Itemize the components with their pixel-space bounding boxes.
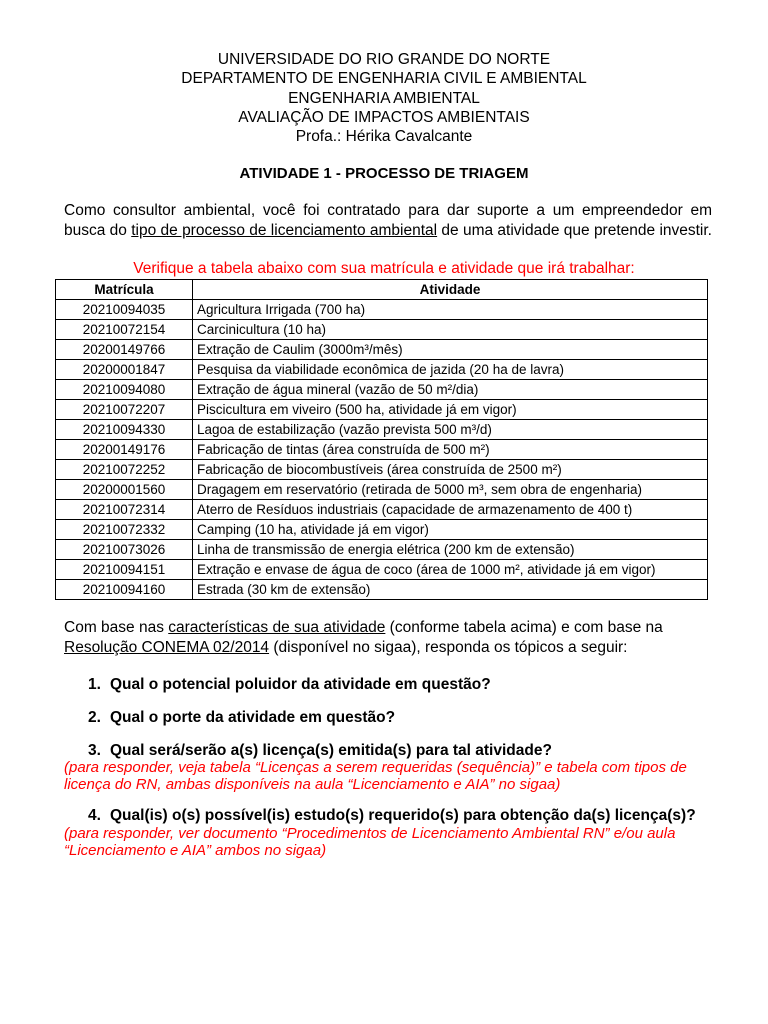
cell-atividade: Extração de água mineral (vazão de 50 m²/dia) bbox=[193, 380, 708, 400]
table-row bbox=[56, 540, 708, 560]
table-header-row bbox=[56, 280, 708, 300]
cell-matricula: 20210094330 bbox=[56, 420, 193, 440]
question-text: Qual será/serão a(s) licença(s) emitida(s) para tal atividade? bbox=[110, 742, 552, 759]
cell-matricula: 20200001560 bbox=[56, 480, 193, 500]
question-2 bbox=[88, 709, 395, 727]
table-row bbox=[56, 560, 708, 580]
intro-paragraph bbox=[64, 201, 712, 240]
activity-table bbox=[55, 279, 708, 600]
basis-text-3: (disponível no sigaa), responda os tópicos a seguir: bbox=[269, 638, 628, 656]
cell-matricula: 20210073026 bbox=[56, 540, 193, 560]
basis-paragraph bbox=[64, 618, 714, 657]
header-atividade: Atividade bbox=[193, 280, 708, 300]
basis-underlined-2: Resolução CONEMA 02/2014 bbox=[64, 638, 270, 656]
basis-underlined-1: características de sua atividade bbox=[168, 619, 386, 636]
cell-matricula: 20210072252 bbox=[56, 460, 193, 480]
discipline-name: AVALIAÇÃO DE IMPACTOS AMBIENTAIS bbox=[238, 108, 530, 126]
question-number: 1. bbox=[88, 676, 101, 693]
cell-atividade: Piscicultura em viveiro (500 ha, atividade já em vigor) bbox=[193, 400, 708, 420]
cell-matricula: 20210072314 bbox=[56, 500, 193, 520]
professor-name: Profa.: Hérika Cavalcante bbox=[295, 128, 473, 146]
cell-atividade: Extração e envase de água de coco (área de 1000 m², atividade já em vigor) bbox=[193, 560, 708, 580]
cell-atividade: Estrada (30 km de extensão) bbox=[193, 580, 708, 600]
question-number: 2. bbox=[88, 709, 101, 726]
table-row bbox=[56, 400, 708, 420]
question-text: Qual o porte da atividade em questão? bbox=[110, 709, 396, 726]
question-number: 4. bbox=[88, 807, 101, 824]
activity-title: ATIVIDADE 1 - PROCESSO DE TRIAGEM bbox=[239, 165, 529, 182]
cell-atividade: Dragagem em reservatório (retirada de 5000 m³, sem obra de engenharia) bbox=[193, 480, 708, 500]
intro-text-2: de uma atividade que pretende investir. bbox=[437, 221, 712, 239]
cell-matricula: 20210072154 bbox=[56, 320, 193, 340]
question-1 bbox=[88, 676, 491, 694]
basis-text-2: (conforme tabela acima) e com base na bbox=[385, 619, 663, 636]
cell-matricula: 20210094151 bbox=[56, 560, 193, 580]
question-text: Qual o potencial poluidor da atividade em questão? bbox=[110, 676, 491, 693]
table-row bbox=[56, 360, 708, 380]
header-matricula: Matrícula bbox=[56, 280, 193, 300]
table-row bbox=[56, 420, 708, 440]
question-text: Qual(is) o(s) possível(is) estudo(s) requerido(s) para obtenção da(s) licença(s)? bbox=[110, 807, 696, 824]
question-4-note: (para responder, ver documento “Procedimentos de Licenciamento Ambiental RN” e/ou aula “Licenciamento e AIA” ambos no sigaa) bbox=[64, 825, 676, 859]
cell-atividade: Pesquisa da viabilidade econômica de jazida (20 ha de lavra) bbox=[193, 360, 708, 380]
table-row bbox=[56, 320, 708, 340]
question-3-note: (para responder, veja tabela “Licenças a serem requeridas (sequência)” e tabela com tipos de licença do RN, ambas disponíveis na aula “Licenciamento e AIA” no sigaa) bbox=[64, 759, 687, 793]
cell-matricula: 20210072207 bbox=[56, 400, 193, 420]
intro-underlined: tipo de processo de licenciamento ambiental bbox=[131, 221, 438, 239]
cell-matricula: 20200001847 bbox=[56, 360, 193, 380]
cell-matricula: 20200149176 bbox=[56, 440, 193, 460]
cell-atividade: Linha de transmissão de energia elétrica (200 km de extensão) bbox=[193, 540, 708, 560]
table-row bbox=[56, 500, 708, 520]
cell-matricula: 20200149766 bbox=[56, 340, 193, 360]
table-row bbox=[56, 380, 708, 400]
table-row bbox=[56, 460, 708, 480]
cell-atividade: Fabricação de tintas (área construída de 500 m²) bbox=[193, 440, 708, 460]
question-3 bbox=[88, 742, 552, 760]
cell-atividade: Agricultura Irrigada (700 ha) bbox=[193, 300, 708, 320]
cell-matricula: 20210094035 bbox=[56, 300, 193, 320]
course-name: ENGENHARIA AMBIENTAL bbox=[288, 89, 480, 107]
cell-atividade: Carcinicultura (10 ha) bbox=[193, 320, 708, 340]
cell-atividade: Lagoa de estabilização (vazão prevista 500 m³/d) bbox=[193, 420, 708, 440]
university-name: UNIVERSIDADE DO RIO GRANDE DO NORTE bbox=[217, 51, 551, 68]
verify-instruction: Verifique a tabela abaixo com sua matrícula e atividade que irá trabalhar: bbox=[133, 260, 635, 277]
cell-matricula: 20210094080 bbox=[56, 380, 193, 400]
table-row bbox=[56, 340, 708, 360]
table-row bbox=[56, 520, 708, 540]
department-name: DEPARTAMENTO DE ENGENHARIA CIVIL E AMBIENTAL bbox=[181, 70, 587, 88]
table-row bbox=[56, 300, 708, 320]
cell-atividade: Aterro de Resíduos industriais (capacidade de armazenamento de 400 t) bbox=[193, 500, 708, 520]
cell-matricula: 20210072332 bbox=[56, 520, 193, 540]
table-row bbox=[56, 440, 708, 460]
cell-atividade: Camping (10 ha, atividade já em vigor) bbox=[193, 520, 708, 540]
document-header bbox=[0, 50, 768, 146]
cell-atividade: Extração de Caulim (3000m³/mês) bbox=[193, 340, 708, 360]
table-row bbox=[56, 480, 708, 500]
cell-matricula: 20210094160 bbox=[56, 580, 193, 600]
basis-text-1: Com base nas bbox=[64, 619, 169, 636]
cell-atividade: Fabricação de biocombustíveis (área construída de 2500 m²) bbox=[193, 460, 708, 480]
table-row bbox=[56, 580, 708, 600]
question-4 bbox=[88, 807, 696, 825]
intro-text-1: Como consultor ambiental, você foi contratado para dar suporte a um empreendedor em busca do bbox=[64, 202, 712, 239]
question-number: 3. bbox=[88, 742, 101, 759]
